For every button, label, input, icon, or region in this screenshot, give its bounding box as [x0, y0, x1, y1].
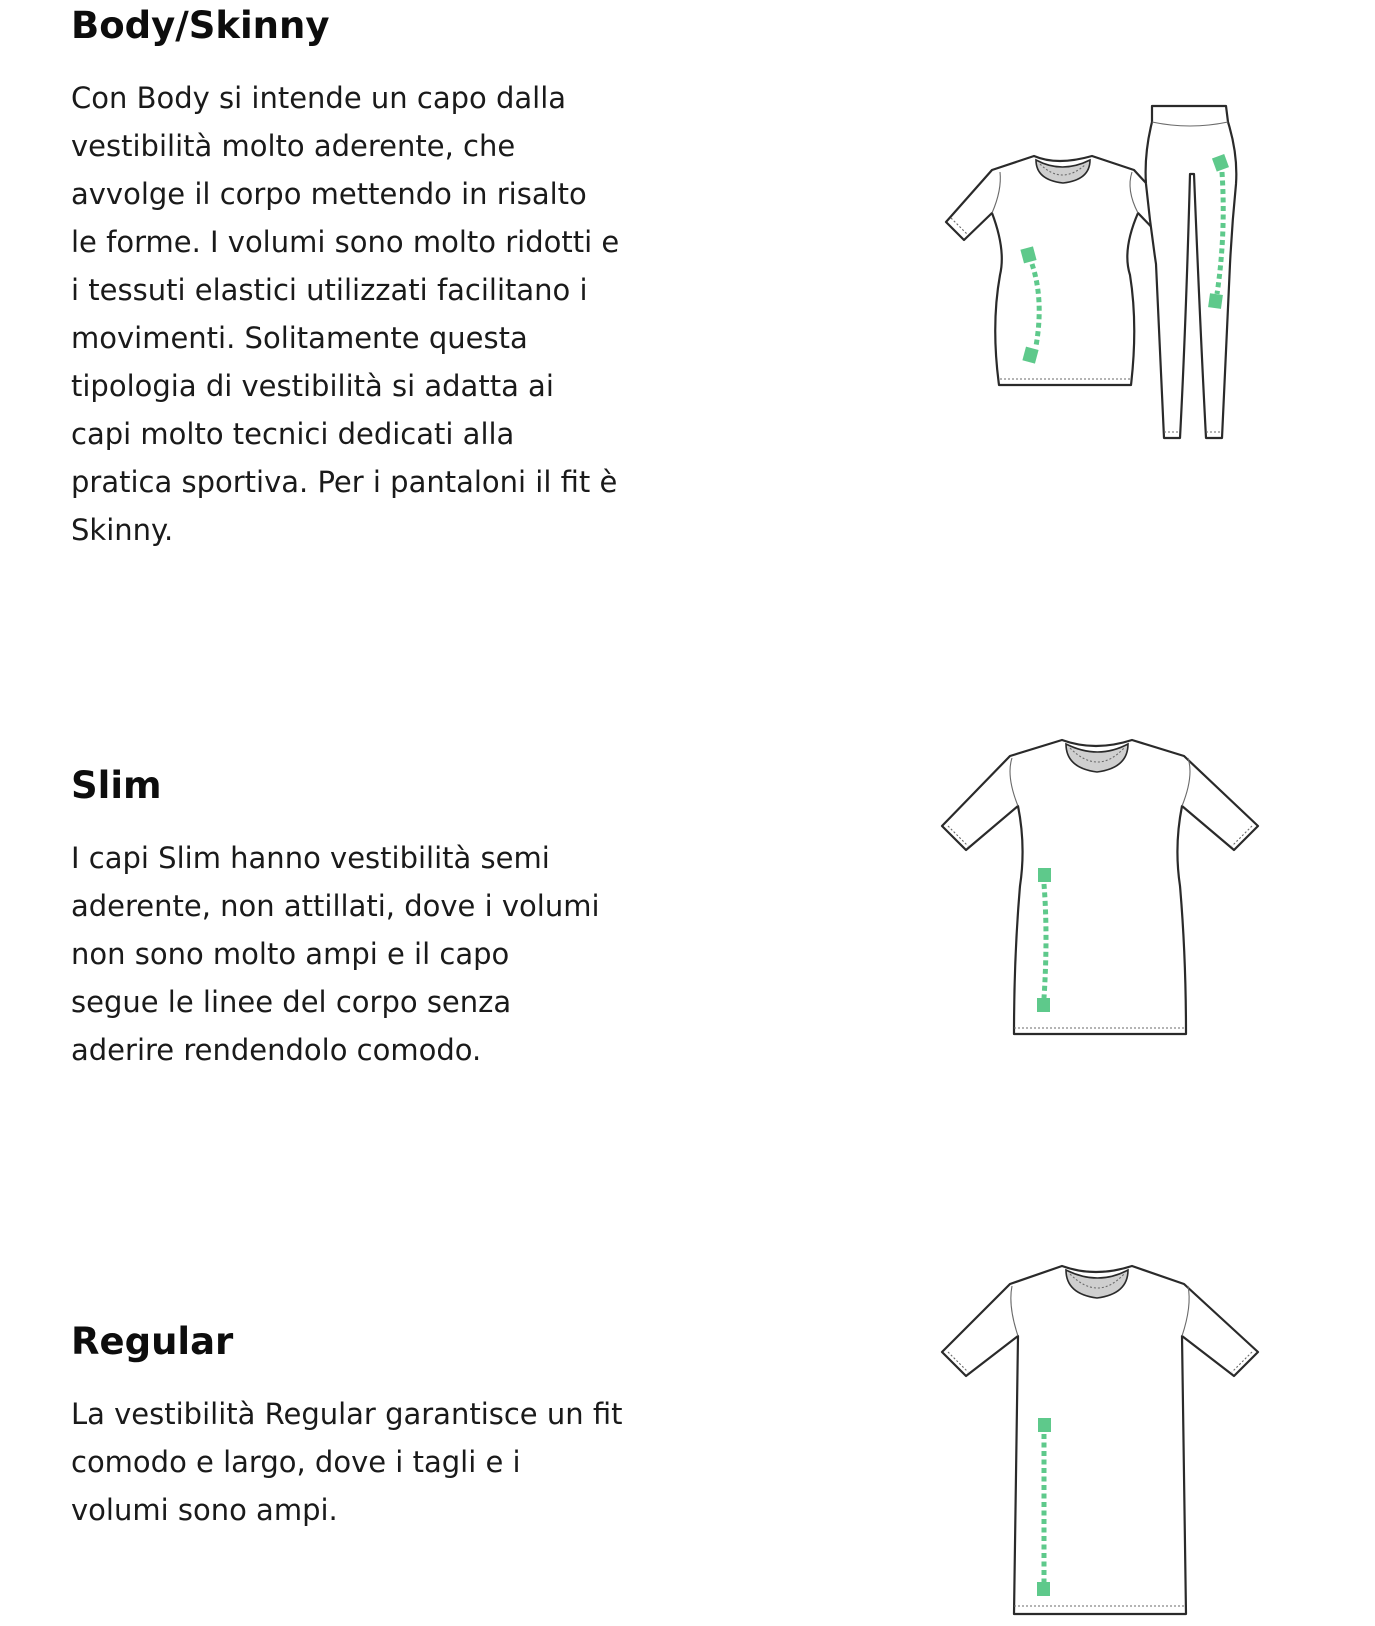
description-line: capi molto tecnici dedicati alla: [71, 417, 515, 451]
description-line: le forme. I volumi sono molto ridotti e: [71, 225, 620, 259]
description-line: La vestibilità Regular garantisce un fit: [71, 1397, 623, 1431]
description-line: aderente, non attillati, dove i volumi: [71, 889, 600, 923]
section-description: [71, 74, 619, 554]
fit-section-slim: [0, 736, 1375, 1156]
section-title: Body/Skinny: [71, 4, 330, 47]
description-line: I capi Slim hanno vestibilità semi: [71, 841, 550, 875]
section-description: [71, 1390, 622, 1534]
description-line: aderire rendendolo comodo.: [71, 1033, 482, 1067]
description-line: comodo e largo, dove i tagli e i: [71, 1445, 521, 1479]
fit-section-regular: [0, 1290, 1375, 1626]
description-line: tipologia di vestibilità si adatta ai: [71, 369, 554, 403]
description-line: pratica sportiva. Per i pantaloni il fit è: [71, 465, 618, 499]
regular-tshirt-icon: [940, 1262, 1262, 1616]
description-line: i tessuti elastici utilizzati facilitano i: [71, 273, 588, 307]
description-line: Skinny.: [71, 513, 174, 547]
section-title: Slim: [71, 764, 162, 807]
description-line: segue le linee del corpo senza: [71, 985, 512, 1019]
slim-tshirt-icon: [940, 736, 1262, 1048]
fit-section-body-skinny: [0, 0, 1375, 560]
description-line: vestibilità molto aderente, che: [71, 129, 516, 163]
description-line: non sono molto ampi e il capo: [71, 937, 510, 971]
description-line: volumi sono ampi.: [71, 1493, 338, 1527]
section-description: [71, 834, 600, 1074]
description-line: avvolge il corpo mettendo in risalto: [71, 177, 587, 211]
description-line: Con Body si intende un capo dalla: [71, 81, 567, 115]
section-title: Regular: [71, 1320, 234, 1363]
leggings-icon: [1138, 104, 1240, 444]
description-line: movimenti. Solitamente questa: [71, 321, 528, 355]
